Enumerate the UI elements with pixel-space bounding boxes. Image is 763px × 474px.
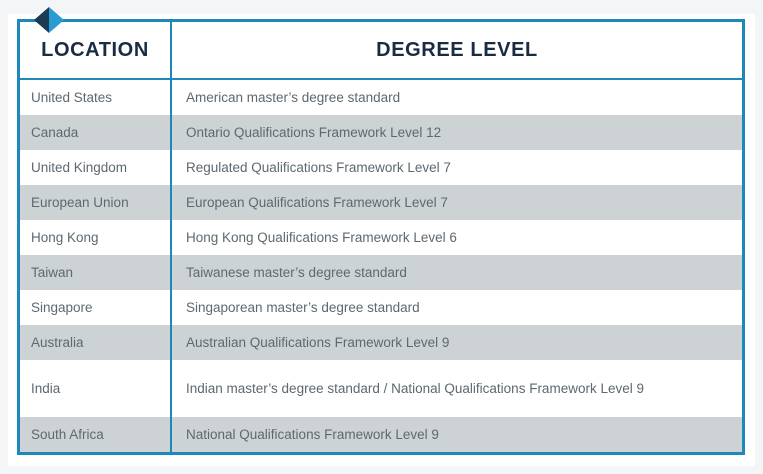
degree-level-cell: Ontario Qualifications Framework Level 12 bbox=[186, 124, 442, 140]
degree-level-cell: Regulated Qualifications Framework Level 7 bbox=[186, 159, 451, 175]
table-row bbox=[20, 255, 742, 290]
degree-level-cell: National Qualifications Framework Level 9 bbox=[186, 426, 439, 442]
degree-level-cell: Singaporean master’s degree standard bbox=[186, 299, 420, 315]
location-cell: Australia bbox=[20, 325, 172, 360]
content-card bbox=[8, 14, 755, 466]
degree-level-cell: Taiwanese master’s degree standard bbox=[186, 264, 407, 280]
location-cell: Taiwan bbox=[20, 255, 172, 290]
location-cell: European Union bbox=[20, 185, 172, 220]
table-row bbox=[20, 80, 742, 115]
location-cell: Canada bbox=[20, 115, 172, 150]
column-header-degree-level: DEGREE LEVEL bbox=[376, 38, 538, 61]
table-row bbox=[20, 417, 742, 452]
degree-level-cell: Australian Qualifications Framework Level 9 bbox=[186, 334, 450, 350]
location-cell: United Kingdom bbox=[20, 150, 172, 185]
degree-comparison-table bbox=[17, 19, 745, 455]
table-row bbox=[20, 325, 742, 360]
degree-level-cell: American master’s degree standard bbox=[186, 89, 401, 105]
table-row bbox=[20, 220, 742, 255]
table-row bbox=[20, 360, 742, 417]
location-cell: India bbox=[20, 360, 172, 417]
degree-level-cell: European Qualifications Framework Level 7 bbox=[186, 194, 448, 210]
diamond-icon bbox=[34, 7, 64, 33]
table-row bbox=[20, 150, 742, 185]
table-row bbox=[20, 115, 742, 150]
table-row bbox=[20, 290, 742, 325]
table-row bbox=[20, 185, 742, 220]
location-cell: South Africa bbox=[20, 417, 172, 452]
location-cell: Singapore bbox=[20, 290, 172, 325]
table-header-row bbox=[20, 22, 742, 80]
degree-level-cell: Indian master’s degree standard / National Qualifications Framework Level 9 bbox=[186, 380, 644, 396]
degree-level-cell: Hong Kong Qualifications Framework Level 6 bbox=[186, 229, 457, 245]
location-cell: Hong Kong bbox=[20, 220, 172, 255]
column-header-location: LOCATION bbox=[20, 22, 172, 78]
location-cell: United States bbox=[20, 80, 172, 115]
